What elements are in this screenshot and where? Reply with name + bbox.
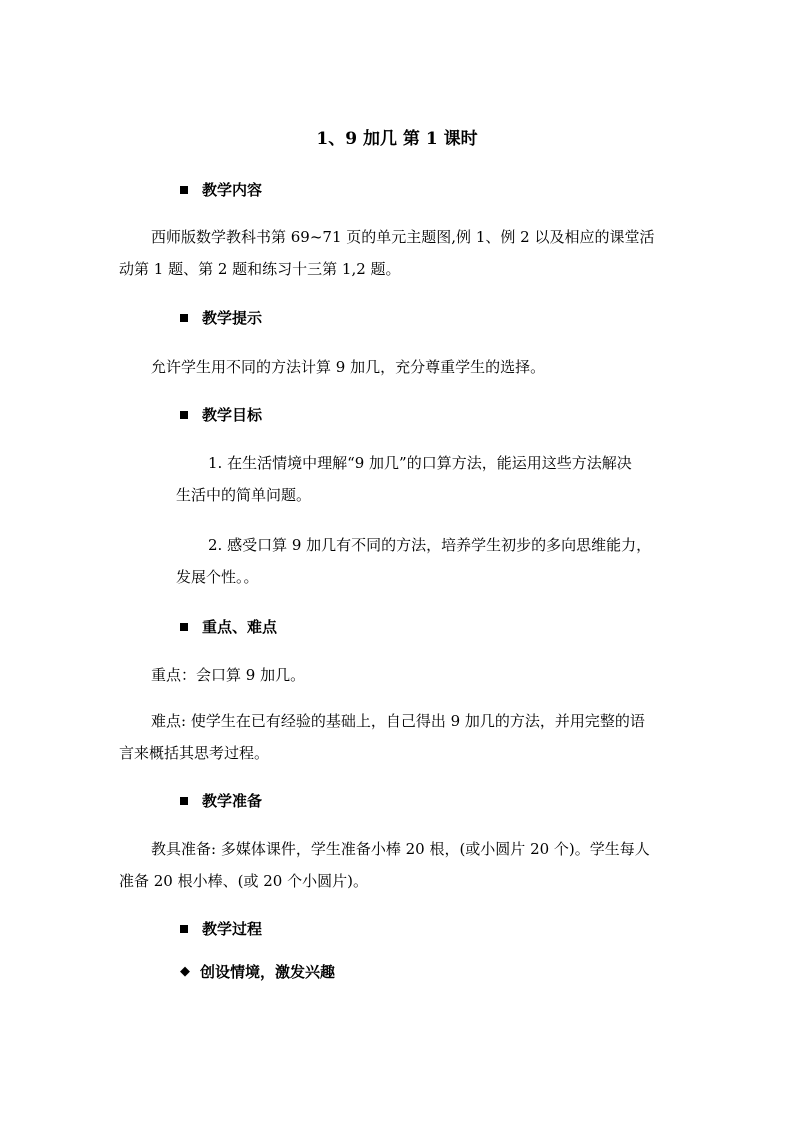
square-bullet-icon [180, 411, 188, 419]
section-heading-label: 教学内容 [202, 181, 263, 199]
section-heading-label: 教学过程 [202, 920, 263, 938]
paragraph-line: 教具准备: 多媒体课件，学生准备小棒 20 根，(或小圆片 20 个)。学生每人 [151, 840, 650, 858]
section-heading-prep [180, 790, 262, 811]
goal-item-line: 1. 在生活情境中理解“9 加几”的口算方法，能运用这些方法解决 [208, 454, 632, 472]
square-bullet-icon [180, 623, 188, 631]
section-heading-key [180, 616, 277, 637]
paragraph-line: 准备 20 根小棒、(或 20 个小圆片)。 [119, 872, 368, 890]
focus-line: 重点：会口算 9 加几。 [151, 666, 306, 684]
square-bullet-icon [180, 314, 188, 322]
square-bullet-icon [180, 925, 188, 933]
goal-item-line: 生活中的简单问题。 [176, 486, 312, 504]
paragraph-line: 动第 1 题、第 2 题和练习十三第 1,2 题。 [119, 260, 401, 278]
section-heading-label: 教学提示 [202, 309, 263, 327]
section-heading-label: 重点、难点 [202, 618, 278, 636]
difficulty-line: 言来概括其思考过程。 [119, 744, 270, 762]
goal-item-line: 发展个性。。 [176, 568, 259, 586]
goal-item-line: 2. 感受口算 9 加几有不同的方法，培养学生初步的多向思维能力， [208, 536, 652, 554]
paragraph-line: 西师版数学教科书第 69~71 页的单元主题图,例 1、例 2 以及相应的课堂活 [151, 228, 655, 246]
section-heading-process [180, 918, 262, 939]
sub-heading-label: 创设情境，激发兴趣 [200, 963, 336, 981]
section-heading-label: 教学准备 [202, 792, 263, 810]
section-heading-tips [180, 307, 262, 328]
section-heading-goals [180, 404, 262, 425]
difficulty-line: 难点: 使学生在已有经验的基础上，自己得出 9 加几的方法，并用完整的语 [151, 712, 645, 730]
sub-heading-process [180, 961, 335, 982]
section-heading-content [180, 179, 262, 200]
black-diamond-icon: ◆ [180, 964, 190, 979]
page-title: 1、9 加几 第 1 课时 [316, 129, 478, 149]
square-bullet-icon [180, 797, 188, 805]
paragraph-line: 允许学生用不同的方法计算 9 加几，充分尊重学生的选择。 [151, 358, 546, 376]
section-heading-label: 教学目标 [202, 406, 263, 424]
square-bullet-icon [180, 186, 188, 194]
